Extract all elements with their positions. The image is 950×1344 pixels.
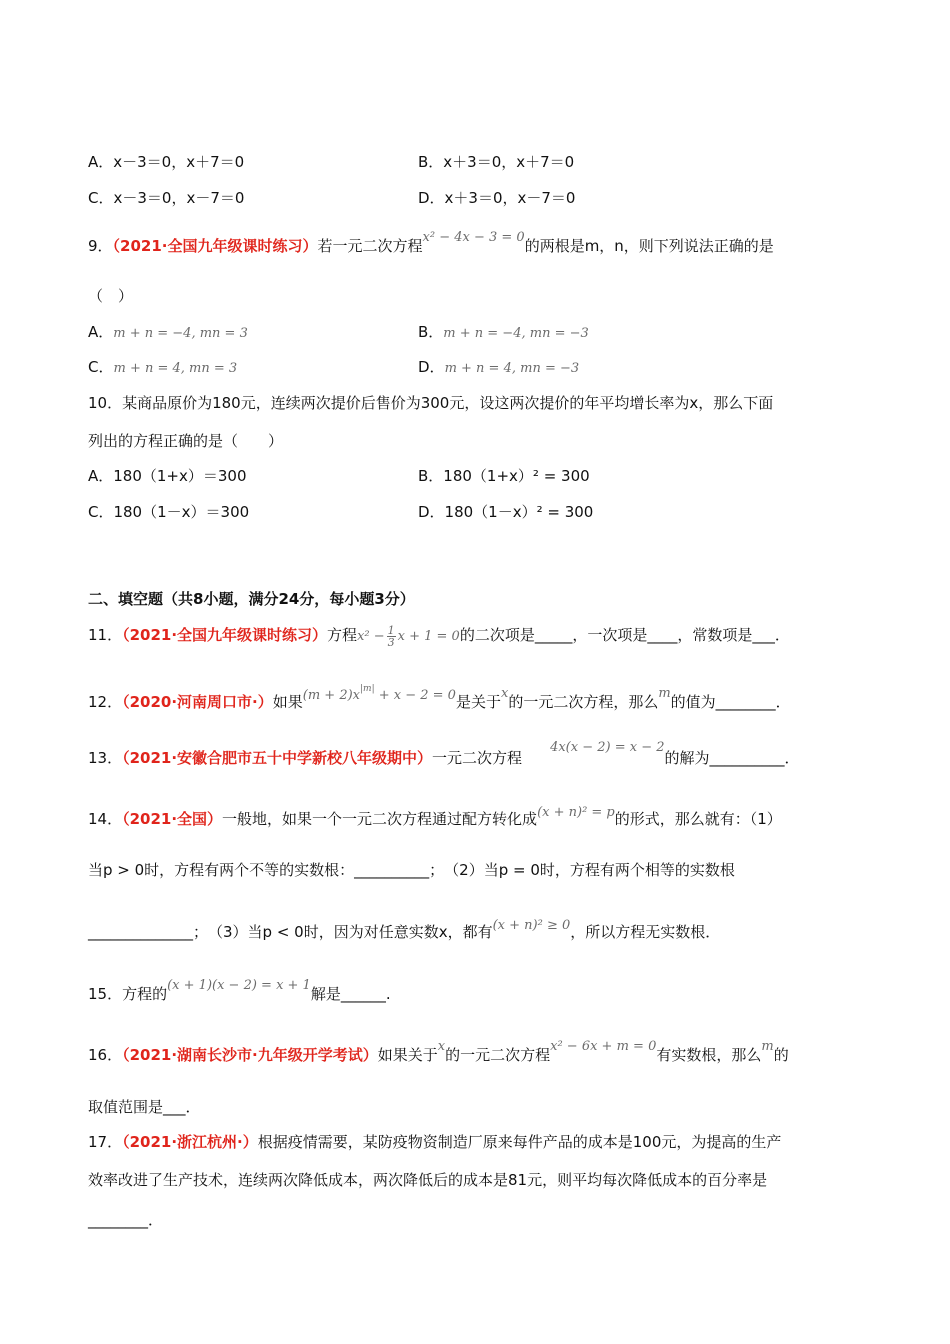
q17-stem-line3: ________． bbox=[88, 1211, 164, 1229]
q14-equation: (x + n)² = p bbox=[537, 805, 615, 820]
q10-option-c: C．180（1－x）＝300 bbox=[88, 503, 250, 521]
section-heading-fill-in: 二、填空题（共8小题，满分24分，每小题3分） bbox=[88, 590, 415, 608]
q10-option-b: B．180（1+x）² = 300 bbox=[418, 467, 590, 485]
q17-stem-line1: 17．（2021·浙江杭州·）根据疫情需要，某防疫物资制造厂原来每件产品的成本是100元，为提高的生产 bbox=[88, 1133, 782, 1151]
q10-stem-line2: 列出的方程正确的是（ ） bbox=[88, 432, 284, 450]
q12-equation: $(m + 2)x^{|m|} + x - 2 = 0$ bbox=[302, 684, 456, 703]
q14-stem-line3: ______________； （3）当p < 0时，因为对任意实数x，都有(x + n)² ≥ 0，所以方程无实数根． bbox=[88, 918, 721, 941]
q9-answer-blank: （ ） bbox=[88, 287, 134, 305]
q9-source: （2021·全国九年级课时练习） bbox=[112, 237, 318, 255]
q9-option-a: A．m + n = −4, mn = 3 bbox=[88, 323, 248, 341]
q14-inequality: (x + n)² ≥ 0 bbox=[492, 918, 571, 933]
q8-option-c: C．x－3＝0，x－7＝0 bbox=[88, 189, 245, 207]
q8-option-a: A．x－3＝0，x＋7＝0 bbox=[88, 153, 245, 171]
q14-stem-line1: 14．（2021·全国）一般地，如果一个一元二次方程通过配方转化成(x + n)² = p的形式，那么就有：（1） bbox=[88, 805, 782, 828]
q12-stem: 12．（2020·河南周口市·）如果$(m + 2)x^{|m|} + x - 2 = 0$是关于x的一元二次方程，那么m的值为________． bbox=[88, 684, 791, 711]
q11-stem: 11．（2021·全国九年级课时练习）方程x² − $\frac{1}{3}$ x + 1 = 0的二次项是_____，一次项是____，常数项是___． bbox=[88, 624, 790, 649]
q15-stem: 15．方程的(x + 1)(x − 2) = x + 1解是______. bbox=[88, 978, 391, 1003]
q9-option-d: D．m + n = 4, mn = −3 bbox=[418, 358, 580, 376]
q17-stem-line2: 效率改进了生产技术，连续两次降低成本，两次降低后的成本是81元，则平均每次降低成本的百分率是 bbox=[88, 1171, 768, 1189]
q10-stem-line1: 10．某商品原价为180元，连续两次提价后售价为300元，设这两次提价的年平均增长率为x，那么下面 bbox=[88, 394, 774, 412]
q13-equation: 4x(x − 2) = x − 2 bbox=[550, 740, 665, 755]
q14-stem-line2: 当p > 0时，方程有两个不等的实数根：__________； （2）当p = 0时，方程有两个相等的实数根 bbox=[88, 861, 735, 879]
q10-option-d: D．180（1－x）² = 300 bbox=[418, 503, 594, 521]
q11-equation: x² − $\frac{1}{3}$ x + 1 = 0 bbox=[357, 624, 460, 649]
q9-equation: x² − 4x − 3 = 0 bbox=[422, 230, 525, 245]
q9-option-c: C．m + n = 4, mn = 3 bbox=[88, 358, 238, 376]
q16-stem-line2: 取值范围是___． bbox=[88, 1098, 201, 1116]
q9-option-b: B．m + n = −4, mn = −3 bbox=[418, 323, 589, 341]
q15-equation: (x + 1)(x − 2) = x + 1 bbox=[167, 978, 311, 993]
q8-option-b: B．x＋3＝0，x＋7＝0 bbox=[418, 153, 575, 171]
q13-stem: 13．（2021·安徽合肥市五十中学新校八年级期中）一元二次方程4x(x − 2) = x − 2的解为__________． bbox=[88, 740, 800, 767]
q10-option-a: A．180（1+x）＝300 bbox=[88, 467, 247, 485]
q9-stem: 9．（2021·全国九年级课时练习）若一元二次方程x² − 4x − 3 = 0的两根是m，n，则下列说法正确的是 bbox=[88, 230, 774, 255]
q16-equation: x² − 6x + m = 0 bbox=[550, 1039, 657, 1054]
q8-option-d: D．x＋3＝0，x－7＝0 bbox=[418, 189, 576, 207]
q16-stem-line1: 16．（2021·湖南长沙市·九年级开学考试）如果关于x的一元二次方程x² − 6x + m = 0有实数根，那么m的 bbox=[88, 1039, 789, 1064]
